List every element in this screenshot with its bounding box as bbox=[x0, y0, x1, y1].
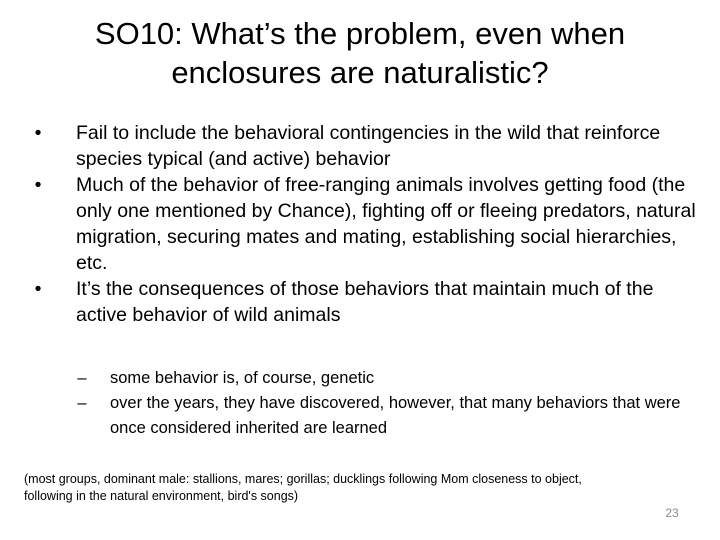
sub-bullet-list bbox=[72, 366, 692, 441]
bullet-text: Fail to include the behavioral contingencies in the wild that reinforce species typical (and active) behavior bbox=[76, 122, 661, 170]
bullet-item bbox=[28, 120, 698, 172]
sub-bullet-item bbox=[72, 391, 692, 441]
bullet-marker: • bbox=[34, 278, 42, 300]
sub-bullet-item bbox=[72, 366, 692, 391]
slide-title: SO10: What’s the problem, even when enclosures are naturalistic? bbox=[94, 16, 626, 90]
bullet-text: Much of the behavior of free-ranging animals involves getting food (the only one mentioned by Chance), fighting off or fleeing predators, natural migration, securing mates and mating, establishing social hierarchies, etc. bbox=[76, 174, 696, 274]
sub-bullet-marker: – bbox=[77, 369, 87, 387]
page-number: 23 bbox=[665, 506, 679, 520]
bullet-list bbox=[28, 120, 698, 328]
bullet-text: It’s the consequences of those behaviors that maintain much of the active behavior of wild animals bbox=[76, 278, 654, 326]
sub-bullet-text: over the years, they have discovered, however, that many behaviors that were once considered inherited are learned bbox=[110, 394, 681, 437]
bullet-marker: • bbox=[34, 174, 42, 196]
bullet-item bbox=[28, 276, 698, 328]
sub-bullet-marker: – bbox=[77, 394, 87, 412]
bullet-item bbox=[28, 172, 698, 276]
sub-bullet-text: some behavior is, of course, genetic bbox=[110, 369, 375, 387]
bullet-marker: • bbox=[34, 122, 42, 144]
footnote: (most groups, dominant male: stallions, mares; gorillas; ducklings following Mom closeness to object, following in the natural environment, bird's songs) bbox=[24, 472, 582, 503]
